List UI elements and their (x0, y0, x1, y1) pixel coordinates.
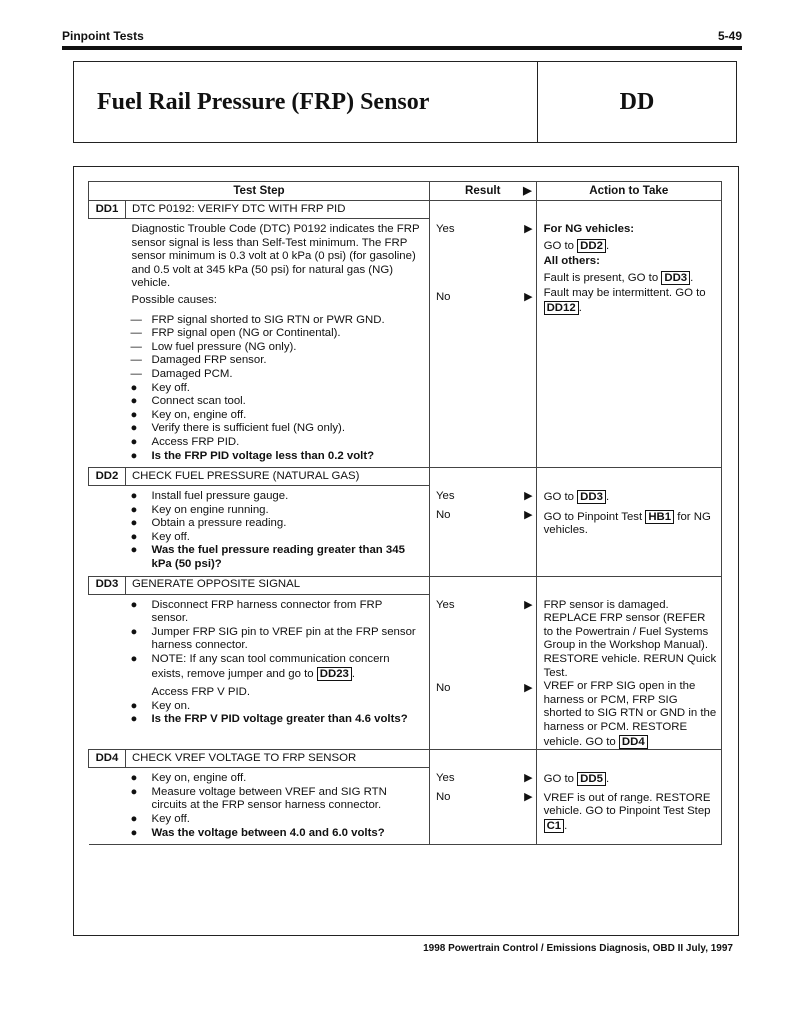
result-yes (430, 772, 536, 786)
action-text: GO to (543, 491, 574, 504)
result-no-label: No (435, 290, 451, 303)
page-title: Fuel Rail Pressure (FRP) Sensor (97, 89, 430, 115)
bullet-item (89, 409, 429, 423)
arrow-right-icon: ▶ (524, 490, 533, 503)
result-yes-label: Yes (435, 598, 455, 611)
bullet-icon: ● (130, 812, 138, 825)
bullet-icon: ● (130, 699, 138, 712)
action-go-to (537, 239, 721, 254)
bullet-question (89, 713, 429, 727)
action-text: GO to (543, 773, 574, 786)
bullet-icon: ● (130, 490, 138, 503)
bullet-item (89, 395, 429, 409)
action-cell (536, 468, 721, 577)
header-test-step: Test Step (89, 182, 430, 201)
bullet-icon: ● (130, 449, 138, 462)
result-cell (429, 576, 536, 750)
question-text: Is the FRP PID voltage less than 0.2 volt? (151, 449, 375, 462)
title-box (73, 61, 737, 143)
dash-marker: — (130, 340, 142, 353)
title-code-cell (538, 62, 736, 142)
bullet-text: Install fuel pressure gauge. (151, 490, 289, 503)
step-title: DTC P0192: VERIFY DTC WITH FRP PID (125, 201, 429, 219)
bullet-text: Key off. (151, 381, 190, 394)
period: . (605, 239, 610, 252)
bullet-item (89, 626, 429, 653)
dash-marker: — (130, 327, 142, 340)
bullet-icon: ● (130, 772, 138, 785)
step-link-dd5[interactable]: DD5 (577, 772, 606, 786)
header-result-label: Result (465, 184, 501, 198)
result-no-label: No (435, 790, 451, 803)
cause-text: FRP signal shorted to SIG RTN or PWR GND. (151, 313, 385, 326)
dash-marker: — (130, 313, 142, 326)
bullet-item (89, 813, 429, 827)
bullet-item (89, 422, 429, 436)
bullet-item (89, 504, 429, 518)
result-yes (430, 490, 536, 504)
bullet-item (89, 772, 429, 786)
cause-item (89, 327, 429, 341)
action-yes: FRP sensor is damaged. REPLACE FRP sensor (REFER to the Powertrain / Fuel Systems Group in the Workshop Manual). RESTORE vehicle. RERUN Quick Test. (543, 598, 717, 679)
bullet-text: Access FRP PID. (151, 435, 240, 448)
bullet-icon: ● (130, 544, 138, 557)
cause-text: Damaged PCM. (151, 367, 233, 380)
step-link-dd3[interactable]: DD3 (577, 490, 606, 504)
step-link-c1[interactable]: C1 (544, 819, 565, 833)
question-text: Is the FRP V PID voltage greater than 4.6 volts? (151, 713, 408, 726)
result-no (430, 791, 536, 805)
bullet-item (89, 531, 429, 545)
action-yes (537, 490, 721, 505)
result-no-label: No (435, 682, 451, 695)
period: . (351, 667, 356, 680)
step-body (89, 219, 430, 468)
question-text: Was the voltage between 4.0 and 6.0 volts? (151, 826, 385, 839)
bullet-question (89, 544, 429, 571)
period: . (578, 301, 582, 314)
result-no-label: No (435, 508, 451, 521)
bullet-icon: ● (130, 653, 138, 666)
step-id: DD3 (89, 576, 126, 594)
action-go-to (537, 271, 721, 286)
step-id: DD4 (89, 750, 126, 768)
bullet-icon: ● (130, 422, 138, 435)
action-no (537, 510, 721, 538)
action-yes (537, 772, 721, 787)
step-link-dd3[interactable]: DD3 (661, 271, 690, 285)
arrow-right-icon: ▶ (524, 790, 533, 803)
step-body (89, 768, 430, 845)
action-no (537, 680, 721, 749)
bullet-item (89, 490, 429, 504)
cause-text: Low fuel pressure (NG only). (151, 340, 297, 353)
step-link-dd23[interactable]: DD23 (317, 667, 352, 681)
table-header-row (89, 182, 722, 201)
header-result (429, 182, 536, 201)
bullet-note (89, 653, 429, 681)
bullet-icon: ● (130, 625, 138, 638)
pinpoint-test-table (88, 181, 722, 845)
cause-item (89, 368, 429, 382)
bullet-text: Measure voltage between VREF and SIG RTN circuits at the FRP sensor harness connector. (151, 785, 387, 812)
step-title-row (89, 576, 722, 594)
action-no (537, 287, 721, 315)
arrow-right-icon: ▶ (524, 290, 533, 303)
result-yes-label: Yes (435, 223, 455, 235)
step-title: CHECK VREF VOLTAGE TO FRP SENSOR (125, 750, 429, 768)
bullet-text: Key off. (151, 530, 190, 543)
action-cell (536, 576, 721, 750)
result-cell (429, 201, 536, 468)
bullet-text: Connect scan tool. (151, 395, 246, 408)
bullet-text: Key off. (151, 812, 190, 825)
bullet-text: Key on engine running. (151, 503, 269, 516)
bullet-question (89, 827, 429, 841)
period: . (605, 773, 610, 786)
bullet-text: Disconnect FRP harness connector from FRP sensor. (151, 598, 383, 625)
bullet-item (89, 786, 429, 813)
result-cell (429, 468, 536, 577)
step-title: CHECK FUEL PRESSURE (NATURAL GAS) (125, 468, 429, 486)
bullet-text: Verify there is sufficient fuel (NG only). (151, 422, 346, 435)
bullet-question (89, 450, 429, 464)
arrow-right-icon: ▶ (523, 185, 532, 197)
dash-marker: — (130, 367, 142, 380)
step-link-dd4[interactable]: DD4 (619, 735, 648, 749)
arrow-right-icon: ▶ (524, 772, 533, 785)
bullet-icon: ● (130, 517, 138, 530)
bullet-icon: ● (130, 598, 138, 611)
arrow-right-icon: ▶ (524, 598, 533, 611)
result-no (430, 291, 536, 305)
bullet-icon: ● (130, 435, 138, 448)
action-text: Fault may be intermittent. GO to (543, 287, 706, 300)
bullet-icon: ● (130, 381, 138, 394)
step-link-dd12[interactable]: DD12 (544, 301, 579, 315)
period: . (690, 271, 694, 284)
action-text: All others: (543, 255, 600, 268)
note-text: NOTE: If any scan tool communication concern exists, remove jumper and go to (151, 653, 390, 680)
result-yes-label: Yes (435, 772, 455, 785)
bullet-icon: ● (130, 713, 138, 726)
step-title: GENERATE OPPOSITE SIGNAL (125, 576, 429, 594)
step-id: DD1 (89, 201, 126, 219)
period: . (564, 819, 568, 832)
page-footer: 1998 Powertrain Control / Emissions Diagnosis, OBD II July, 1997 (423, 943, 733, 954)
action-text: for NG vehicles. (543, 510, 711, 537)
plain-text: Access FRP V PID. (151, 686, 251, 699)
result-yes (430, 223, 536, 237)
step-link-dd2[interactable]: DD2 (577, 239, 606, 253)
bullet-item (89, 382, 429, 396)
action-text: VREF is out of range. RESTORE vehicle. GO to Pinpoint Test Step (543, 791, 711, 818)
step-title-row (89, 468, 722, 486)
bullet-text: Key on. (151, 699, 191, 712)
step-title-row (89, 201, 722, 219)
action-text: GO to (543, 239, 574, 252)
arrow-right-icon: ▶ (524, 223, 533, 235)
cause-item (89, 314, 429, 328)
page-number: 5-49 (717, 29, 742, 43)
bullet-icon: ● (130, 826, 138, 839)
period: . (605, 491, 610, 504)
result-yes (430, 599, 536, 613)
step-id: DD2 (89, 468, 126, 486)
step-intro: Diagnostic Trouble Code (DTC) P0192 indicates the FRP sensor signal is less than Self-Test minimum. The FRP sensor minimum is 0.3 volt at 0 kPa (0 psi) (for gasoline) and 0.5 volt at 345 kPa (50 psi) for natural gas (NG) vehicle. (131, 223, 420, 290)
cause-text: Damaged FRP sensor. (151, 354, 267, 367)
action-cell (536, 750, 721, 845)
test-code: DD (619, 89, 655, 115)
step-title-row (89, 750, 722, 768)
bullet-icon: ● (130, 785, 138, 798)
causes-label: Possible causes: (131, 293, 217, 306)
action-text: VREF or FRP SIG open in the harness or PCM, FRP SIG shorted to SIG RTN or GND in the harness or PCM. RESTORE vehicle. GO to (543, 680, 717, 748)
bullet-text: Obtain a pressure reading. (151, 517, 287, 530)
bullet-item (89, 517, 429, 531)
action-text: Fault is present, GO to (543, 271, 659, 284)
bullet-text: Key on, engine off. (151, 772, 247, 785)
question-text: Was the fuel pressure reading greater than 345 kPa (50 psi)? (151, 544, 405, 571)
step-link-hb1[interactable]: HB1 (645, 510, 674, 524)
result-cell (429, 750, 536, 845)
bullet-text: Jumper FRP SIG pin to VREF pin at the FRP sensor harness connector. (151, 625, 416, 652)
bullet-icon: ● (130, 408, 138, 421)
dash-marker: — (130, 354, 142, 367)
bullet-item (89, 599, 429, 626)
action-text: GO to Pinpoint Test (543, 510, 643, 523)
section-name: Pinpoint Tests (62, 29, 144, 43)
bullet-icon: ● (130, 395, 138, 408)
bullet-item (89, 436, 429, 450)
bullet-text: Key on, engine off. (151, 408, 247, 421)
arrow-right-icon: ▶ (524, 682, 533, 695)
arrow-right-icon: ▶ (524, 508, 533, 521)
cause-text: FRP signal open (NG or Continental). (151, 327, 341, 340)
action-text: For NG vehicles: (543, 223, 635, 235)
result-yes-label: Yes (435, 490, 455, 503)
result-no (430, 509, 536, 523)
bullet-icon: ● (130, 530, 138, 543)
step-body (89, 594, 430, 750)
header-action: Action to Take (536, 182, 721, 201)
cause-item (89, 354, 429, 368)
header-rule (62, 46, 742, 50)
cause-item (89, 341, 429, 355)
bullet-item (89, 700, 429, 714)
step-body (89, 486, 430, 577)
action-cell (536, 201, 721, 468)
action-no (537, 792, 721, 834)
running-head (62, 29, 742, 43)
result-no (430, 682, 536, 696)
bullet-icon: ● (130, 503, 138, 516)
title-main (74, 62, 538, 142)
